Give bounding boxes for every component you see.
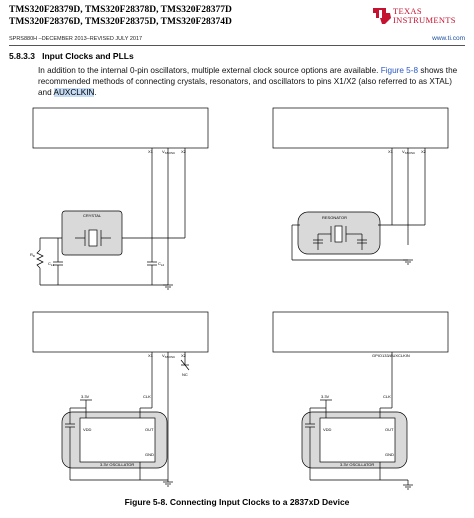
x1-label-a: X1 (148, 149, 153, 154)
ti-url-link[interactable]: www.ti.com (432, 35, 465, 42)
gpio-label: GPIO133/AUXCLKIN (372, 353, 410, 358)
cl1-label: $C_{L1}$ (48, 261, 55, 267)
osc-label-1: 3.3V OSCILLATOR (100, 462, 135, 467)
gnd-label-2: GND (385, 452, 394, 457)
resonator-label: RESONATOR (322, 215, 347, 220)
ti-logo-text-1: TEXAS (393, 6, 422, 16)
device-box-oscillator-auxclkin (273, 312, 448, 352)
ti-logo-text-2: INSTRUMENTS (393, 15, 456, 25)
out-label-1: OUT (145, 427, 154, 432)
gnd-label-1: GND (145, 452, 154, 457)
vss-label-a: $V_{SSOSC}$ (162, 149, 176, 155)
figure-link[interactable]: Figure 5-8 (380, 66, 419, 75)
x1-label-c: X1 (148, 353, 153, 358)
part-numbers-line2: TMS320F28376D, TMS320F28375D, TMS320F28374D (9, 17, 232, 27)
resonator-symbol (335, 226, 342, 242)
device-box-resonator (273, 108, 448, 148)
figure-caption: Figure 5-8. Connecting Input Clocks to a 2837xD Device (124, 497, 350, 507)
clk-label-1: CLK (143, 394, 151, 399)
osc-label-2: 3.3V OSCILLATOR (340, 462, 375, 467)
clk-label-2: CLK (383, 394, 391, 399)
x2-label-a: X2 (181, 149, 186, 154)
x2-label-c: X2 (181, 353, 186, 358)
vss-label-c: $V_{SSOSC}$ (162, 353, 176, 359)
out-label-2: OUT (385, 427, 394, 432)
section-number: 5.8.3.3 (9, 51, 35, 61)
oscillator-1 (80, 418, 155, 462)
vdd-label-2: VDD (323, 427, 332, 432)
part-numbers-line1: TMS320F28379D, TMS320F28378D, TMS320F28377D (9, 5, 232, 15)
rd-resistor (37, 250, 43, 268)
crystal-symbol (89, 230, 97, 246)
crystal-label: CRYSTAL (83, 213, 102, 218)
rd-label: $R_D$ (30, 252, 36, 258)
doc-info: SPRS880H –DECEMBER 2013–REVISED JULY 2017 (9, 36, 143, 42)
v33-label-1: 3.3V (81, 394, 90, 399)
nc-label: NC (182, 372, 188, 377)
device-box-crystal (33, 108, 208, 148)
para-text-2: shows the recommended methods of connecting crystals, resonators, and oscillators to pins X1/X2 (also referred to as XTAL) and (38, 66, 458, 97)
cl2-label: $C_{L2}$ (158, 261, 165, 267)
oscillator-2 (320, 418, 395, 462)
x2-label-b: X2 (421, 149, 426, 154)
vss-label-b: $V_{SSOSC}$ (402, 149, 416, 155)
para-text-1: In addition to the internal 0-pin oscillators, multiple external clock source options are available. (38, 66, 379, 75)
auxclkin-highlight: AUXCLKIN (53, 88, 95, 97)
device-box-oscillator-x1 (33, 312, 208, 352)
x1-label-b: X1 (388, 149, 393, 154)
vdd-label-1: VDD (83, 427, 92, 432)
para-text-3: . (94, 88, 97, 97)
section-title: Input Clocks and PLLs (42, 51, 134, 61)
v33-label-2: 3.3V (321, 394, 330, 399)
